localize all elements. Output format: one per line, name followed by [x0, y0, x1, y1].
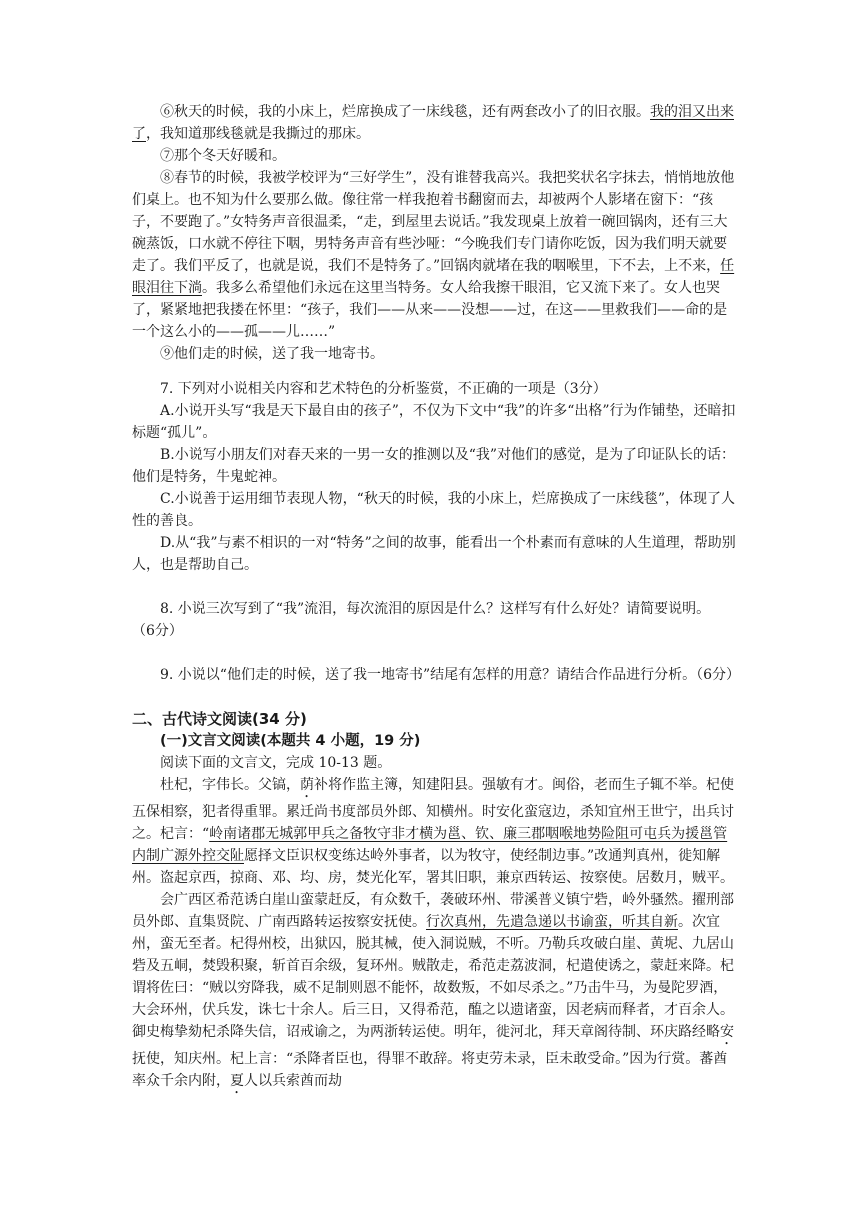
- story-paragraph-9: ⑨他们走的时候，送了我一地寄书。: [160, 346, 384, 362]
- emphasis-dot-char: 荫: [300, 777, 314, 793]
- story-paragraph-8: ⑧春节的时候，我被学校评为“三好学生”，没有谁替我高兴。我把奖状名字抹去，悄悄地放他们桌上。也不知为什么要那么做。像往常一样我抱着书翻窗而去，却被两个人影堵在窗下：“孩子，不要跑了。”女特务声音很温柔，“走，到屋里去说话。”我发现桌上放着一碗回锅肉，还有三大碗蒸饭，口水就不停往下咽，男特务声音有些沙哑：“今晚我们专门请你吃饭，因为我们明天就要走了。我们平反了，也就是说，我们不是特务了。”回锅肉就堵在我的咽喉里，下不去，上不来，任眼泪往下淌。我多么希望他们永远在这里当特务。女人给我擦干眼泪，它又流下来了。女人也哭了，紧紧地把我搂在怀里：“孩子，我们——从来——没想——过，在这——里救我们——命的是一个这么小的——孤——儿……”: [132, 170, 735, 340]
- underlined-sentence: 任眼泪往下淌: [132, 258, 735, 296]
- emphasis-dot-char: 夏: [230, 1073, 244, 1089]
- underlined-sentence: 我的泪又出来了: [132, 104, 734, 142]
- underlined-sentence: 行次真州，先遣急递以书谕蛮，听其自新: [426, 914, 678, 930]
- question-7-stem: 7. 下列对小说相关内容和艺术特色的分析鉴赏，不正确的一项是（3分）: [160, 381, 607, 397]
- question-8: 8. 小说三次写到了“我”流泪，每次流泪的原因是什么？这样写有什么好处？请简要说明。 （6分）: [132, 601, 711, 639]
- question-7-option-c: C.小说善于运用细节表现人物，“秋天的时候，我的小床上，烂席换成了一床线毯”，体现了人性的善良。: [132, 491, 735, 529]
- question-9: 9. 小说以“他们走的时候，送了我一地寄书”结尾有怎样的用意？请结合作品进行分析。（6分）: [160, 667, 741, 683]
- question-7-option-a: A.小说开头写“我是天下最自由的孩子”，不仅为下文中“我”的许多“出格”行为作铺垫，还暗扣标题“孤儿”。: [132, 403, 736, 441]
- emphasis-dot-char: 安: [720, 1024, 734, 1040]
- section-subtitle: (一)文言文阅读(本题共 4 小题，19 分): [160, 733, 421, 749]
- classical-text-paragraph-2: 会广西区希范诱白崖山蛮蒙赶反，有众数千，袭破环州、带溪普义镇宁砦，岭外骚然。擢刑部员外郎、直集贤院、广南西路转运按察安抚使。行次真州，先遣急递以书谕蛮，听其自新。次宜州，蛮无至者。杞得州校，出狱囚，脱其械，使入洞说贼，不听。乃勒兵攻破白崖、黄坭、九居山砦及五峒，焚毁积聚，斩首百余级，复环州。贼散走，希范走荔波洞，杞遣使诱之，蒙赶来降。杞谓将佐曰：“贼以穷降我，威不足制则恩不能怀，故数叛，不如尽杀之。”乃击牛马，为曼陀罗酒，大会环州，伏兵发，诛七十余人。后三日，又得希范，醢之以遗诸蛮，因老病而释者，才百余人。御史梅挚劾杞杀降失信，诏戒谕之，为两浙转运使。明年，徙河北，拜天章阁待制、环庆路经略安抚使，知庆州。杞上言：“杀降者臣也，得罪不敢辞。将吏劳未录，臣未敢受命。”因为行赏。蕃酋率众千余内附，夏人以兵索酋而劫: [132, 892, 734, 1089]
- story-paragraph-6: ⑥秋天的时候，我的小床上，烂席换成了一床线毯，还有两套改小了的旧衣服。我的泪又出来了，我知道那线毯就是我撕过的那床。: [132, 104, 734, 142]
- section-title: 二、古代诗文阅读(34 分): [132, 710, 307, 728]
- reading-instruction: 阅读下面的文言文，完成 10-13 题。: [160, 755, 392, 771]
- question-7-option-d: D.从“我”与素不相识的一对“特务”之间的故事，能看出一个朴素而有意味的人生道理，帮助别人，也是帮助自己。: [132, 535, 736, 573]
- underlined-sentence: 岭南诸郡无城郭甲兵之备牧守非才横为邕、钦、廉三郡咽喉地势险阻可屯兵为援邕管内制广源外控交阯: [132, 826, 728, 864]
- story-paragraph-7: ⑦那个冬天好暖和。: [160, 148, 286, 164]
- classical-text-paragraph-1: 杜杞，字伟长。父镐，荫补将作监主簿，知建阳县。强敏有才。闽俗，老而生子辄不举。杞使五保相察，犯者得重罪。累迁尚书度部员外郎、知横州。时安化蛮寇边，杀知宜州王世宁，出兵讨之。杞言：“岭南诸郡无城郭甲兵之备牧守非才横为邕、钦、廉三郡咽喉地势险阻可屯兵为援邕管内制广源外控交阯愿择文臣识权变练达岭外事者，以为牧守，使经制边事。”改通判真州，徙知解州。盗起京西，掠商、邓、均、房，焚光化军，署其旧职，兼京西转运、按察使。居数月，贼平。: [132, 777, 734, 886]
- question-7-option-b: B.小说写小朋友们对春天来的一男一女的推测以及“我”对他们的感觉，是为了印证队长的话：他们是特务，牛鬼蛇神。: [132, 447, 736, 485]
